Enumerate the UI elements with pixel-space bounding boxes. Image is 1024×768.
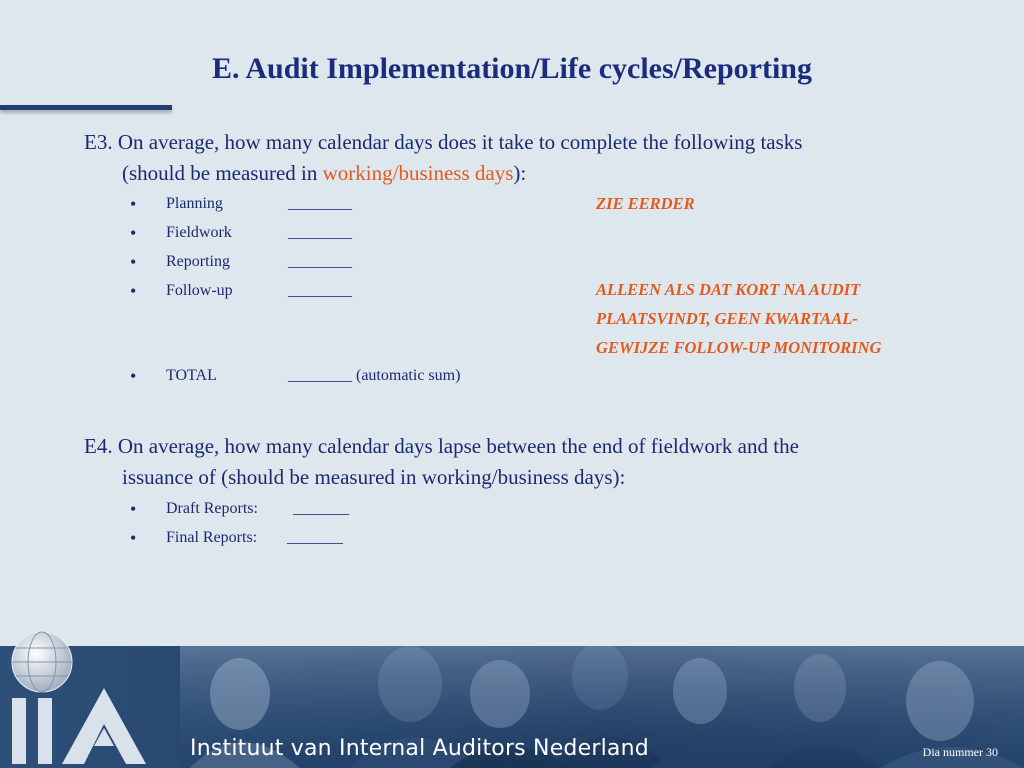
note-follow-up-line3: GEWIJZE FOLLOW-UP MONITORING <box>596 338 882 357</box>
org-name: Instituut van Internal Auditors Nederland <box>190 736 649 761</box>
task-blank[interactable]: ________ (automatic sum) <box>288 367 461 384</box>
report-blank[interactable]: _______ <box>293 500 349 517</box>
bullet-icon: • <box>130 281 137 301</box>
question-e4-line1: E4. On average, how many calendar days lapse between the end of fieldwork and the <box>84 434 799 458</box>
question-e3-line1: E3. On average, how many calendar days does it take to complete the following tasks <box>84 130 803 154</box>
title-underline <box>0 105 172 110</box>
bullet-icon: • <box>130 252 137 272</box>
task-label: Follow-up <box>166 282 233 299</box>
task-label: Planning <box>166 195 223 212</box>
report-label: Final Reports: <box>166 529 258 546</box>
slide-number: Dia nummer 30 <box>922 745 998 759</box>
working-days-highlight: working/business days <box>322 161 514 185</box>
report-blank[interactable]: _______ <box>287 529 343 546</box>
bullet-icon: • <box>130 366 137 386</box>
bullet-icon: • <box>130 499 137 519</box>
question-e3 <box>84 127 802 189</box>
bullet-icon: • <box>130 194 137 214</box>
task-label: TOTAL <box>166 367 217 384</box>
task-blank[interactable]: ________ <box>288 253 352 270</box>
task-blank[interactable]: ________ <box>288 282 352 299</box>
slide-title: E. Audit Implementation/Life cycles/Reporting <box>212 52 812 85</box>
note-follow-up-line1: ALLEEN ALS DAT KORT NA AUDIT <box>596 280 861 299</box>
note-planning: ZIE EERDER <box>596 194 695 213</box>
question-e3-line2-end: ): <box>513 161 527 185</box>
report-label: Draft Reports: <box>166 500 258 517</box>
task-label: Fieldwork <box>166 224 232 241</box>
question-e3-line2-text: (should be measured in <box>122 161 323 185</box>
task-label: Reporting <box>166 253 230 270</box>
task-blank[interactable]: ________ <box>288 195 352 212</box>
note-follow-up-line2: PLAATSVINDT, GEEN KWARTAAL- <box>596 309 858 328</box>
task-blank[interactable]: ________ <box>288 224 352 241</box>
question-e3-line2 <box>84 158 802 189</box>
bullet-icon: • <box>130 528 137 548</box>
question-e4 <box>84 431 799 493</box>
question-e4-line2: issuance of (should be measured in working/business days): <box>122 465 626 489</box>
iia-logo <box>0 628 180 768</box>
bullet-icon: • <box>130 223 137 243</box>
